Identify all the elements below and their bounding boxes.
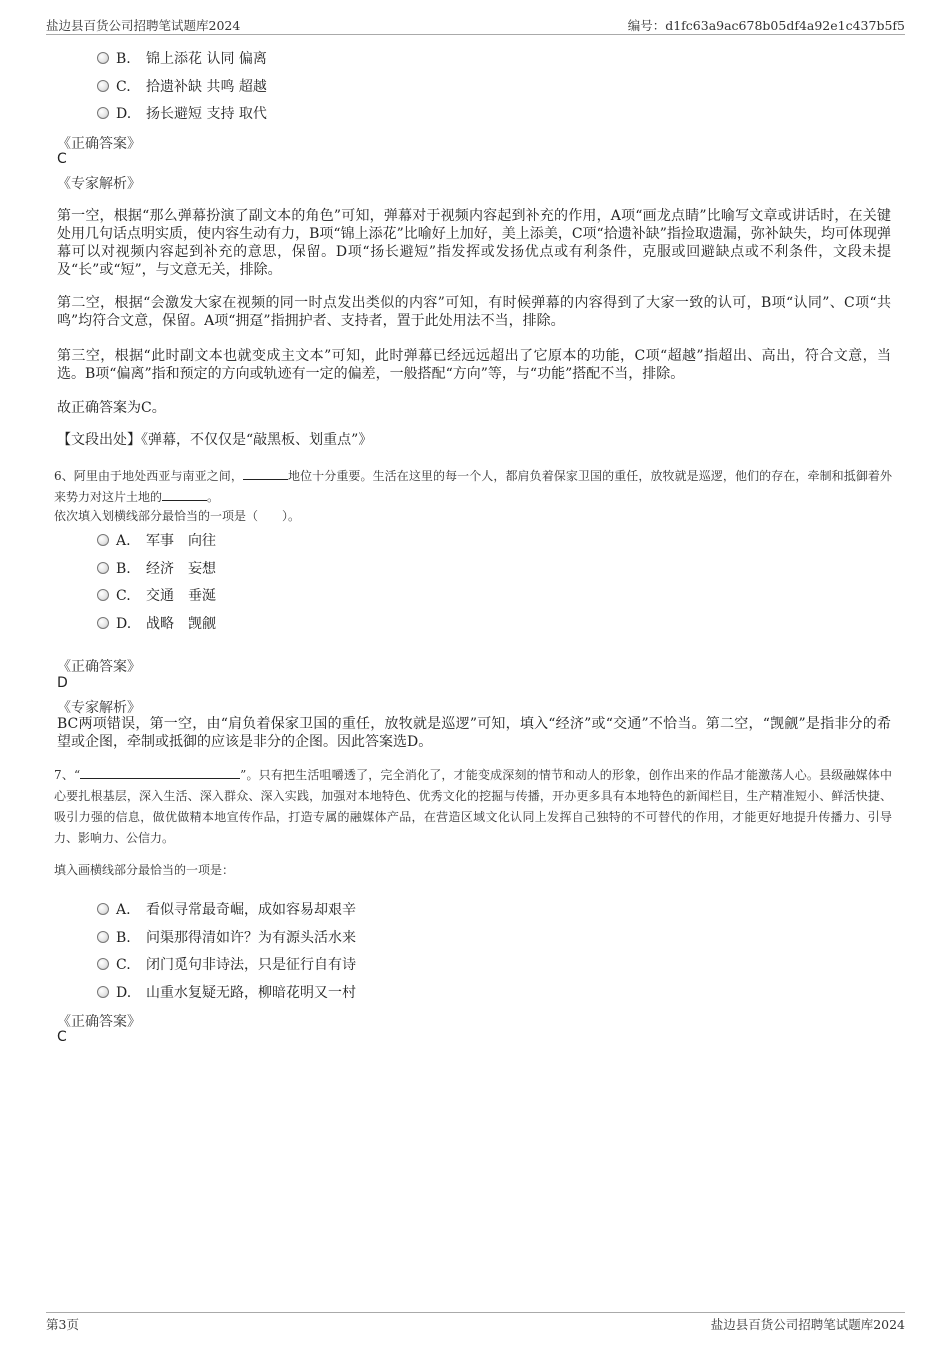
q6-stem: 6、阿里由于地处西亚与南亚之间， 地位十分重要。生活在这里的每一个人，都肩负着保家卫国的重任，放牧就是巡逻，他们的存在，牵制和抵御着外来势力对这片土地的 。 [54, 469, 892, 504]
q6-option-a[interactable]: A. 军事 向往 [97, 530, 216, 550]
q5-analysis-label: 《专家解析》 [57, 176, 141, 192]
page-header [46, 14, 905, 35]
q6-option-d[interactable]: D. 战略 觊觎 [97, 613, 216, 633]
fill-blank [162, 488, 207, 501]
q7-answer: C [57, 1029, 67, 1045]
q5-answer-label: 《正确答案》 [57, 136, 141, 152]
q5-analysis-paragraph-2: 第二空，根据“会激发大家在视频的同一时点发出类似的内容”可知，有时候弹幕的内容得到了大家一致的认可，B项“认同”、C项“共鸣”均符合文意，保留。A项“拥趸”指拥护者、支持者，置于此处用法不当，排除。 [57, 295, 891, 329]
fill-blank [243, 467, 288, 480]
q5-analysis-paragraph-3: 第三空，根据“此时副文本也就变成主文本”可知，此时弹幕已经远远超出了它原本的功能，C项“超越”指超出、高出，符合文意，当选。B项“偏离”指和预定的方向或轨迹有一定的偏差，一般搭配“方向”等，与“功能”搭配不当，排除。 [57, 348, 891, 382]
q5-option-b[interactable]: B. 锦上添花 认同 偏离 [97, 48, 267, 68]
radio-icon[interactable] [97, 534, 109, 546]
q6-analysis-label: 《专家解析》 [57, 700, 141, 716]
q6-analysis: BC两项错误，第一空，由“肩负着保家卫国的重任，放牧就是巡逻”可知，填入“经济”或“交通”不恰当。第二空，“觊觎”是指非分的希望或企图，牵制或抵御的应该是非分的企图。因此答案选D。 [57, 716, 891, 750]
q5-option-d[interactable]: D. 扬长避短 支持 取代 [97, 103, 267, 123]
radio-icon[interactable] [97, 589, 109, 601]
radio-icon[interactable] [97, 562, 109, 574]
q6-option-b[interactable]: B. 经济 妄想 [97, 558, 216, 578]
radio-icon[interactable] [97, 80, 109, 92]
radio-icon[interactable] [97, 52, 109, 64]
q6-option-c[interactable]: C. 交通 垂涎 [97, 585, 216, 605]
page-footer [46, 1312, 905, 1335]
header-doc-id: 编号：d1fc63a9ac678b05df4a92e1c437b5f5 [627, 18, 905, 33]
q7-answer-label: 《正确答案》 [57, 1014, 141, 1030]
q6-answer-label: 《正确答案》 [57, 659, 141, 675]
q6-answer: D [57, 675, 68, 691]
radio-icon[interactable] [97, 958, 109, 970]
radio-icon[interactable] [97, 617, 109, 629]
q7-instruction: 填入画横线部分最恰当的一项是： [54, 863, 235, 877]
q7-option-a[interactable]: A. 看似寻常最奇崛，成如容易却艰辛 [97, 899, 356, 919]
q7-stem: 7、“ ”。只有把生活咀嚼透了，完全消化了，才能变成深刻的情节和动人的形象，创作出来的作品才能激荡人心。县级融媒体中心要扎根基层，深入生活、深入群众、深入实践，加强对本地特色、优秀文化的挖掘与传播，开办更多具有本地特色的新闻栏目，生产精准短小、鲜活快捷、吸引力强的信息，做优做精本地宣传作品，打造专属的融媒体产品，在营造区域文化认同上发挥自己独特的不可替代的作用，才能更好地提升传播力、引导力、影响力、公信力。 [54, 768, 892, 845]
footer-title: 盐边县百货公司招聘笔试题库2024 [710, 1317, 905, 1332]
fill-blank [80, 766, 240, 779]
header-title: 盐边县百货公司招聘笔试题库2024 [46, 18, 241, 33]
q5-analysis-paragraph-1: 第一空，根据“那么弹幕扮演了副文本的角色”可知，弹幕对于视频内容起到补充的作用，A项“画龙点睛”比喻写文章或讲话时，在关键处用几句话点明实质，使内容生动有力，B项“锦上添花”比喻好上加好，美上添美，C项“拾遗补缺”指捡取遗漏，弥补缺失，均可体现弹幕可以对视频内容起到补充的意思，保留。D项“扬长避短”指发挥或发扬优点或有利条件，克服或回避缺点或不利条件，文段未提及“长”或“短”，与文意无关，排除。 [57, 208, 891, 278]
radio-icon[interactable] [97, 931, 109, 943]
q7-option-d[interactable]: D. 山重水复疑无路，柳暗花明又一村 [97, 982, 356, 1002]
q5-conclusion: 故正确答案为C。 [57, 400, 166, 416]
q5-source: 【文段出处】《弹幕，不仅仅是“敲黑板、划重点”》 [57, 432, 373, 448]
q7-option-c[interactable]: C. 闭门觅句非诗法，只是征行自有诗 [97, 954, 356, 974]
q6-instruction: 依次填入划横线部分最恰当的一项是（ ）。 [54, 509, 301, 523]
radio-icon[interactable] [97, 107, 109, 119]
q5-answer: C [57, 151, 67, 167]
q7-option-b[interactable]: B. 问渠那得清如许？为有源头活水来 [97, 927, 356, 947]
radio-icon[interactable] [97, 903, 109, 915]
page-number: 第3页 [46, 1317, 79, 1332]
q5-option-c[interactable]: C. 拾遗补缺 共鸣 超越 [97, 76, 267, 96]
radio-icon[interactable] [97, 986, 109, 998]
